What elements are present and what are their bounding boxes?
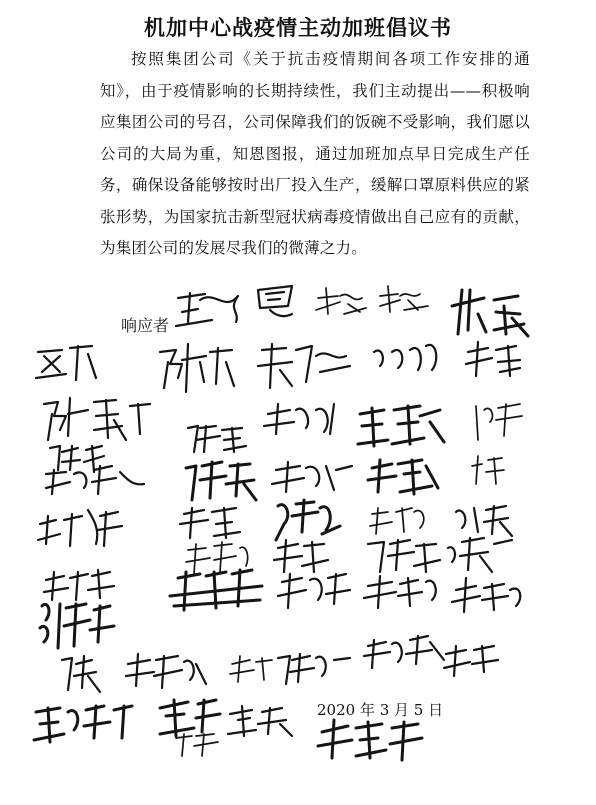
signature <box>228 706 292 736</box>
signature <box>40 604 114 648</box>
signature <box>186 542 248 574</box>
document-date: 2020 年 3 月 5 日 <box>317 701 444 719</box>
signature <box>272 462 352 492</box>
signature <box>126 654 206 688</box>
signature <box>472 456 504 484</box>
signature <box>278 574 350 608</box>
signature <box>276 500 340 540</box>
signature <box>160 344 234 392</box>
signature <box>176 734 218 756</box>
signature <box>230 656 272 682</box>
signature <box>38 510 122 546</box>
signature <box>466 342 520 376</box>
signature <box>34 706 132 742</box>
signature <box>368 460 438 494</box>
signature <box>452 578 520 612</box>
signature <box>264 404 334 434</box>
signature <box>188 426 246 452</box>
signature <box>44 398 150 440</box>
document-body: 按照集团公司《关于抗击疫情期间各项工作安排的通知》，由于疫情影响的长期持续性，我们主动提出——积极响应集团公司的号召，公司保障我们的饭碗不受影响，我们愿以公司的大局为重，知恩图报，通过加班加点早日完成生产任务，确保设备能够按时出厂投入生产，缓解口罩原料供应的紧张形势，为国家抗击新型冠状病毒疫情做出自己应有的贡献，为集团公司的发展尽我们的微薄之力。 <box>100 50 530 257</box>
signature <box>370 508 424 534</box>
signature <box>448 538 512 572</box>
signature <box>44 570 114 600</box>
signature <box>364 576 436 608</box>
signature <box>170 570 262 610</box>
signature <box>180 508 240 538</box>
signature <box>176 293 238 326</box>
signature <box>444 646 498 676</box>
signature <box>186 462 256 500</box>
signature <box>160 700 220 736</box>
signature <box>258 286 292 316</box>
signature <box>258 344 350 388</box>
respondents-label: 响应者 <box>121 316 170 335</box>
signature <box>274 540 328 572</box>
signature <box>318 720 422 760</box>
signature <box>380 286 428 312</box>
signature <box>50 446 104 472</box>
signature <box>358 406 444 446</box>
signature <box>36 346 96 380</box>
document-title: 机加中心战疫情主动加班倡议书 <box>144 15 452 40</box>
signature <box>476 404 522 440</box>
signature <box>368 540 440 572</box>
signature <box>364 636 444 668</box>
signature <box>278 654 350 684</box>
signature <box>316 288 366 314</box>
signature <box>456 506 512 536</box>
signature <box>452 290 528 336</box>
signature <box>62 656 100 692</box>
signature <box>46 466 144 494</box>
signature <box>374 345 436 370</box>
